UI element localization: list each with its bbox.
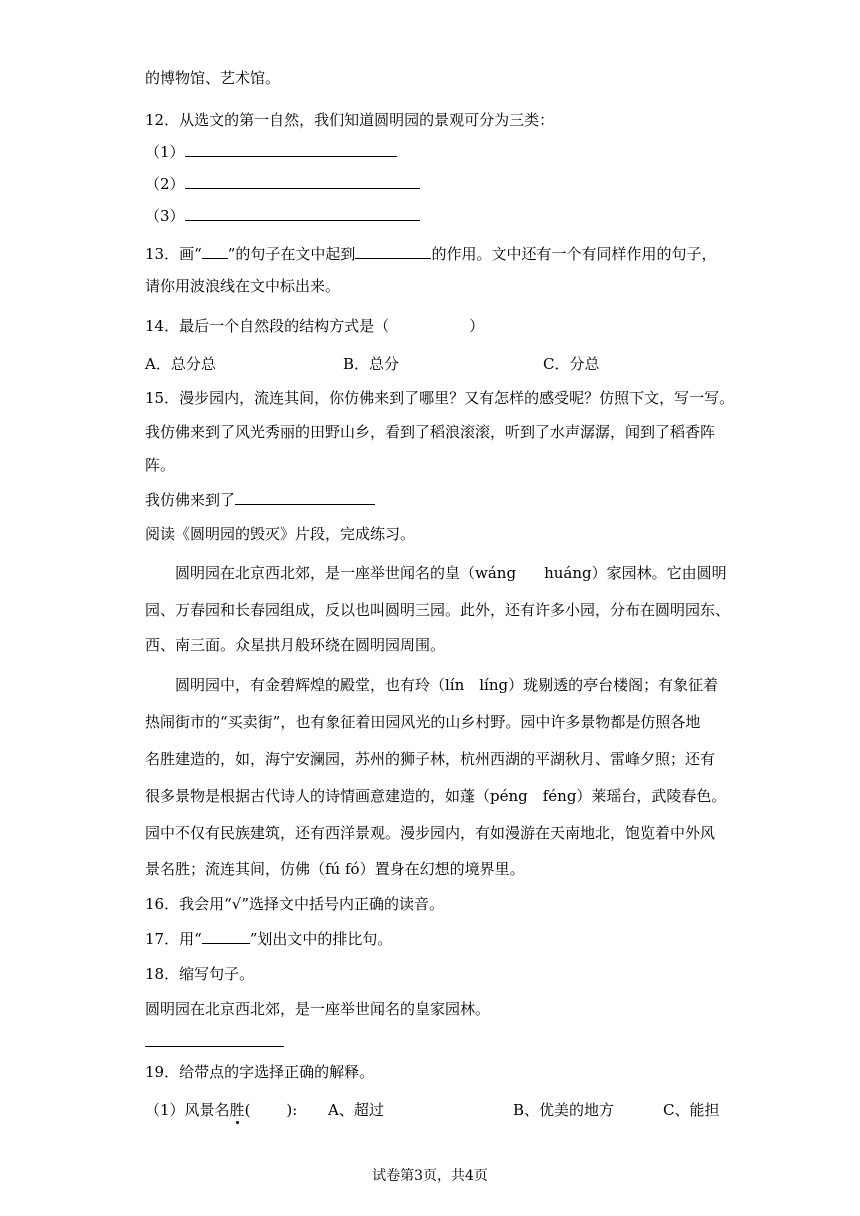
passage-text: 圆明园在北京西北郊，是一座举世闻名的皇（wáng xyxy=(175,564,517,582)
question-text: ”的句子在文中起到 xyxy=(227,245,356,263)
option-b[interactable]: B、优美的地方 xyxy=(513,1101,615,1119)
answer-line-12-1 xyxy=(145,142,397,162)
passage-line: 圆明园中，有金碧辉煌的殿堂，也有玲（lín líng）珑剔透的亭台楼阁；有象征着 xyxy=(175,676,719,694)
answer-label: （3） xyxy=(145,207,185,225)
answer-label: （1） xyxy=(145,143,185,161)
passage-line xyxy=(175,563,727,583)
question-text: ): xyxy=(286,1101,298,1119)
answer-blank[interactable] xyxy=(185,206,420,221)
question-19: 19．给带点的字选择正确的解释。 xyxy=(145,1063,375,1081)
question-14 xyxy=(145,316,484,336)
option-a[interactable]: A．总分总 xyxy=(145,355,216,373)
example-line: 阵。 xyxy=(145,456,176,474)
passage-line: 名胜建造的，如，海宁安澜园，苏州的狮子林，杭州西湖的平湖秋月、雷峰夕照；还有 xyxy=(145,750,716,768)
question-text: 的作用。文中还有一个有同样作用的句子， xyxy=(431,245,717,263)
text-line: 的博物馆、艺术馆。 xyxy=(145,69,281,87)
question-13 xyxy=(145,244,716,264)
passage-line: 西、南三面。众星拱月般环绕在圆明园周围。 xyxy=(145,636,446,654)
question-text: 14．最后一个自然段的结构方式是（ xyxy=(145,317,390,335)
answer-blank[interactable] xyxy=(185,142,397,157)
reading-instruction: 阅读《圆明园的毁灭》片段，完成练习。 xyxy=(145,525,416,543)
passage-line: 热闹街市的“买卖街”，也有象征着田园风光的山乡村野。园中许多景物都是仿照各地 xyxy=(145,713,701,731)
dotted-character: 胜 xyxy=(229,1101,245,1119)
passage-line: 园中不仅有民族建筑，还有西洋景观。漫步园内，有如漫游在天南地北，饱览着中外风 xyxy=(145,824,716,842)
underline-mark xyxy=(202,244,228,259)
question-18: 18．缩写句子。 xyxy=(145,965,255,983)
question-text: （1）风景名 xyxy=(145,1101,230,1119)
answer-line-15 xyxy=(145,490,375,510)
answer-blank[interactable] xyxy=(185,174,420,189)
question-13-cont: 请你用波浪线在文中标出来。 xyxy=(145,277,341,295)
answer-rule[interactable] xyxy=(145,1046,284,1047)
option-c[interactable]: C、能担 xyxy=(663,1101,720,1119)
passage-text: huáng）家园林。它由圆明 xyxy=(544,564,727,582)
question-19-1 xyxy=(145,1100,297,1120)
answer-label: （2） xyxy=(145,175,185,193)
question-12: 12．从选文的第一自然，我们知道圆明园的景观可分为三类： xyxy=(145,111,555,129)
question-text: ( xyxy=(244,1101,251,1119)
example-line: 我仿佛来到了风光秀丽的田野山乡，看到了稻浪滚滚，听到了水声潺潺，闻到了稻香阵 xyxy=(145,423,716,441)
question-16: 16．我会用“√”选择文中括号内正确的读音。 xyxy=(145,895,444,913)
passage-line: 景名胜；流连其间，仿佛（fú fó）置身在幻想的境界里。 xyxy=(145,860,525,878)
answer-line-12-3 xyxy=(145,206,420,226)
question-text: 13．画“ xyxy=(145,245,202,263)
answer-blank[interactable] xyxy=(355,244,431,259)
question-text: ） xyxy=(469,317,485,335)
answer-blank[interactable] xyxy=(235,490,375,505)
answer-label: 我仿佛来到了 xyxy=(145,491,236,509)
passage-line: 园、万春园和长春园组成，反以也叫圆明三园。此外，还有许多小园，分布在圆明园东、 xyxy=(145,601,731,619)
page-footer: 试卷第3页，共4页 xyxy=(372,1168,488,1184)
answer-line-12-2 xyxy=(145,174,420,194)
question-text: ”划出文中的排比句。 xyxy=(249,930,393,948)
option-b[interactable]: B．总分 xyxy=(343,355,400,373)
sentence: 圆明园在北京西北郊，是一座举世闻名的皇家园林。 xyxy=(145,1000,491,1018)
option-c[interactable]: C．分总 xyxy=(543,355,600,373)
question-17 xyxy=(145,929,392,949)
option-a[interactable]: A、超过 xyxy=(328,1101,384,1119)
underline-mark xyxy=(202,929,250,944)
passage-line: 很多景物是根据古代诗人的诗情画意建造的，如蓬（péng féng）莱瑶台，武陵春色。 xyxy=(145,787,727,805)
question-text: 17．用“ xyxy=(145,930,202,948)
question-15: 15．漫步园内，流连其间，你仿佛来到了哪里？又有怎样的感受呢？仿照下文，写一写。 xyxy=(145,389,735,407)
